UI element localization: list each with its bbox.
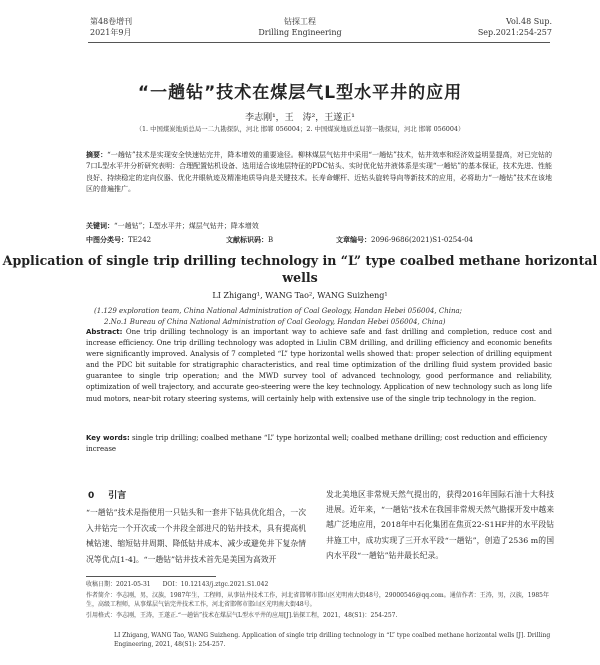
abstract-cn-label: 摘要： bbox=[86, 151, 108, 159]
footnote-citation-cn: 引用格式：李志刚，王涛，王遂正.“一趟钻”技术在煤层气L型水平井的应用[J].钻探工程，2021，48(S1)：254-257. bbox=[86, 612, 398, 619]
title-en: Application of single trip drilling technology in “L” type coalbed methane horizontal wells bbox=[2, 253, 598, 285]
body-column-left: “一趟钻”技术是指使用一只钻头和一套井下钻具优化组合，一次入井钻完一个开次或一个井段全部进尺的钻井技术，具有提高机械钻速、缩短钻井周期、降低钻井成本、减少或避免井下复杂情况等优点[1-4]。“一趟钻”钻井技术首先是美国为高效开 bbox=[86, 508, 306, 565]
affiliation-cn: （1. 中国煤炭地质总局一二九勘探队，河北 邯郸 056004；2. 中国煤炭地质总局第一勘探局，河北 邯郸 056004） bbox=[135, 125, 465, 133]
body-column-right: 发北美地区非常规天然气提出的，获得2016年国际石油十大科技进展。近年来，“一趟钻”技术在我国非常规天然气勘探开发中越来越广泛地应用，2018年中石化集团在焦页22-S1HF井的水平段钻井施工中，成功实现了三开水平段“一趟钻”，创造了2536 m的国内水平段“一趟钻”钻井最长纪录。 bbox=[326, 490, 554, 560]
volume-en: Vol.48 Sup. bbox=[506, 17, 552, 26]
footnote-author: 作者简介：李志刚，男，汉族，1987年生，工程师，从事钻井技术工作，河北省邯郸市邯山区光明南大街48号，29000546@qq.com。通信作者：王涛，男，汉族，1985年生，高级工程师，从事煤层气钻完井技术工作，河北省邯郸市邯山区光明南大街48号。 bbox=[86, 592, 549, 608]
header-divider bbox=[88, 42, 550, 43]
pages-en: Sep.2021:254-257 bbox=[477, 28, 552, 37]
footnote-citation-en: LI Zhigang, WANG Tao, WANG Suizheng. Application of single trip drilling technology in “L” type coalbed methane horizontal wells [J]. Drilling Engineering, 2021, 48(S1): 254-257. bbox=[114, 632, 551, 648]
affiliation-en bbox=[94, 306, 554, 328]
footnote-rule bbox=[86, 576, 216, 577]
journal-cn: 钻探工程 bbox=[284, 17, 316, 26]
abstract-cn-text: “一趟钻”技术是实现安全快速钻完井，降本增效的重要途径。柳林煤层气钻井中采用“一趟钻”技术，钻井效率和经济效益明显提高，对已完钻的7口L型水平井分析研究表明：合理配置钻机设备、选用适合该地层特征的PDC钻头、实时优化钻井液体系是实现“一趟钻”的基本保证，技术先进、性能良好、持续稳定的定向仪器、优化井眼轨迹及精准地质导向是关键技术。长寿命螺杆、近钻头旋转导向等新技术的应用，必将助力“一趟钻”技术在该地区的普遍推广。 bbox=[86, 151, 552, 193]
doc-code: 文献标识码：B bbox=[226, 236, 274, 244]
header-right bbox=[478, 16, 552, 38]
section-title: 引言 bbox=[108, 491, 127, 501]
section-number: 0 bbox=[88, 491, 95, 501]
authors-en: LI Zhigang¹, WANG Tao², WANG Suizheng¹ bbox=[212, 291, 388, 300]
journal-en: Drilling Engineering bbox=[258, 28, 342, 37]
keywords-en-text: single trip drilling; coalbed methane “L” type horizontal well; coalbed methane drilling; cost reduction and efficiency increase bbox=[86, 434, 548, 453]
keywords-cn-label: 关键词： bbox=[86, 222, 114, 230]
abstract-en-text: One trip drilling technology is an important way to achieve safe and fast drilling and completion, reduce cost and increase efficiency. One trip drilling technology was adopted in Liulin CBM drilling, and drilling efficiency and economic benefits were significantly improved. Analysis of 7 completed “L” type horizontal wells showed that: proper selection of drilling equipment and the PDC bit suitable for stratigraphic characteristics, and real time optimization of the drilling fluid system provided basic guarantee to single trip operation; and the MWD survey tool of advanced technology, good performance and reliability, optimization of well trajectory, and accurate geo-steering were the key technology. Application of new technology such as long life mud motors, near-bit rotary steering systems, will certainly help with extensive use of the single trip technology in the region. bbox=[86, 328, 552, 403]
keywords-cn bbox=[86, 221, 552, 231]
footnote-received: 收稿日期：2021-05-31 DOI：10.12143/j.ztgc.2021.S1.042 bbox=[86, 581, 269, 588]
keywords-cn-text: “一趟钻”；L型水平井；煤层气钻井；降本增效 bbox=[114, 222, 259, 230]
affiliation-en-line: (1.129 exploration team, China National Administration of Coal Geology, Handan Hebei 056004, China; bbox=[94, 307, 462, 315]
abstract-en-label: Abstract: bbox=[86, 328, 123, 336]
volume-cn: 第48卷增刊 bbox=[90, 17, 133, 26]
date-cn: 2021年9月 bbox=[90, 28, 132, 37]
authors-cn: 李志刚¹，王 涛²，王遂正¹ bbox=[245, 113, 355, 123]
article-number: 文章编号：2096-9686(2021)S1-0254-04 bbox=[336, 236, 473, 244]
title-cn: “一趟钻”技术在煤层气L型水平井的应用 bbox=[137, 83, 463, 103]
clc-code: 中图分类号：TE242 bbox=[86, 236, 152, 244]
abstract-en bbox=[86, 327, 552, 405]
keywords-en bbox=[86, 433, 552, 455]
affiliation-en-line: 2.No.1 Bureau of China National Administration of Coal Geology, Handan Hebei 056004, China) bbox=[104, 318, 446, 326]
section-heading bbox=[88, 488, 126, 501]
abstract-cn bbox=[86, 150, 552, 195]
keywords-en-label: Key words: bbox=[86, 434, 130, 442]
